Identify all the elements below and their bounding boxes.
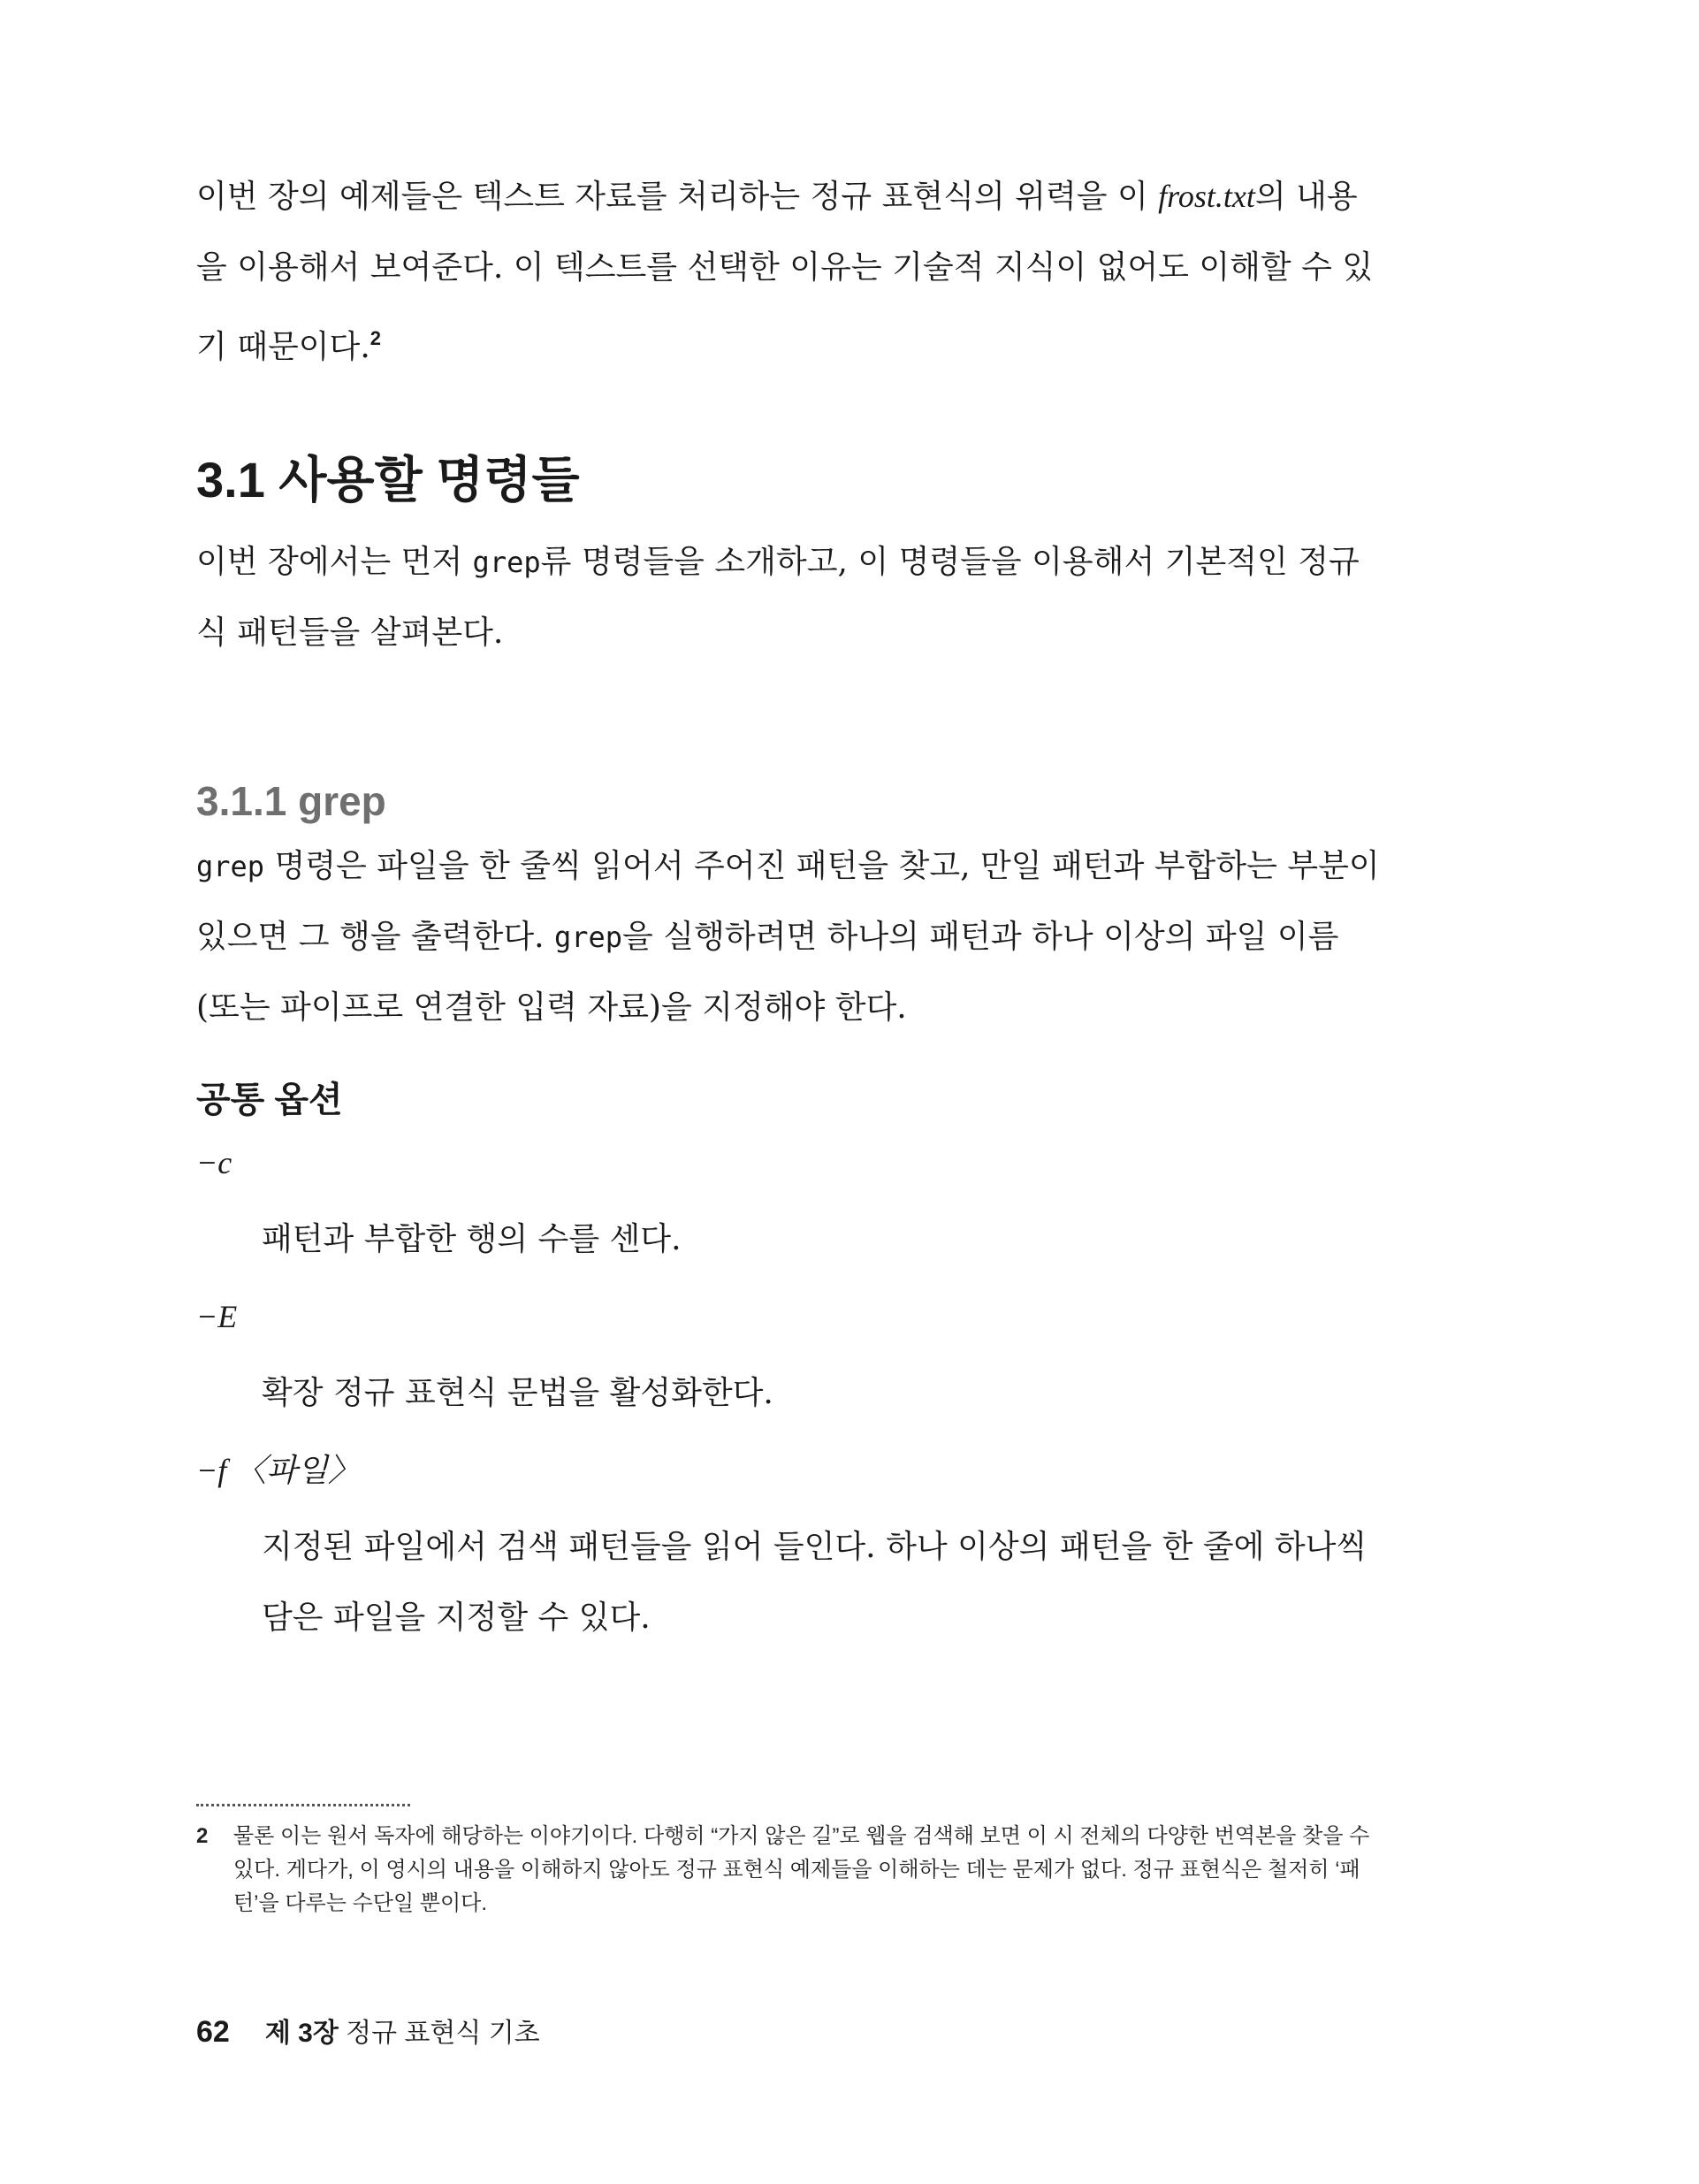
code-grep-1: grep [196, 850, 265, 883]
page-number: 62 [196, 2015, 230, 2049]
section-text-a: 이번 장에서는 먼저 [196, 544, 473, 580]
section-paragraph [196, 527, 1381, 668]
option-term-c: −c [196, 1145, 232, 1180]
code-grep: grep [472, 546, 541, 579]
option-desc-f: 지정된 파일에서 검색 패턴들을 읽어 들인다. 하나 이상의 패턴을 한 줄에 하나씩 담은 파일을 지정할 수 있다. [262, 1529, 1368, 1636]
option-term-E: −E [196, 1299, 238, 1334]
footnote-divider [196, 1804, 410, 1806]
chapter-label: 제 3장 [264, 2019, 339, 2048]
file-name: frost.txt [1158, 179, 1255, 214]
options-heading: 공통 옵션 [196, 1081, 343, 1119]
option-term-f: −f 〈파일〉 [196, 1453, 360, 1488]
footnote-ref[interactable]: 2 [370, 327, 382, 349]
intro-paragraph [196, 161, 1381, 383]
section-text-b: 류 명령들을 소개하고, 이 명령들을 이용해서 기본적인 정규식 패턴들을 살펴본다. [196, 544, 1360, 651]
intro-text-b: 의 내용을 이용해서 보여준다. 이 텍스트를 선택한 이유는 기술적 지식이 없어도 이해할 수 있기 때문이다. [196, 179, 1374, 365]
page-footer [196, 2014, 540, 2051]
subsection-paragraph [196, 831, 1381, 1043]
code-grep-2: grep [553, 920, 623, 954]
option-desc-E: 확장 정규 표현식 문법을 활성화한다. [262, 1375, 773, 1411]
intro-text-a: 이번 장의 예제들은 텍스트 자료를 처리하는 정규 표현식의 위력을 이 [196, 179, 1159, 215]
option-desc-c: 패턴과 부합한 행의 수를 센다. [262, 1221, 682, 1257]
subsection-text-b: 을 실행하려면 하나의 패턴과 하나 이상의 파일 이름(또는 파이프로 연결한 입력 자료)을 지정해야 한다. [196, 919, 1339, 1026]
subsection-heading: 3.1.1 grep [196, 778, 386, 824]
subsection-text-a: 명령은 파일을 한 줄씩 읽어서 주어진 패턴을 찾고, 만일 패턴과 부합하는 부분이 있으면 그 행을 출력한다. [196, 848, 1380, 955]
footnote-number: 2 [196, 1824, 209, 1848]
footnote [196, 1820, 1381, 1921]
footnote-text: 물론 이는 원서 독자에 해당하는 이야기이다. 다행히 “가지 않은 길”로 웹을 검색해 보면 이 시 전체의 다양한 번역본을 찾을 수 있다. 게다가, 이 영시의 내용을 이해하지 않아도 정규 표현식 예제들을 이해하는 데는 문제가 없다. 정규 표현식은 철저히 ‘패턴’을 다루는 수단일 뿐이다. [233, 1824, 1370, 1915]
chapter-title: 정규 표현식 기초 [346, 2019, 540, 2048]
section-heading: 3.1 사용할 명령들 [196, 452, 580, 508]
